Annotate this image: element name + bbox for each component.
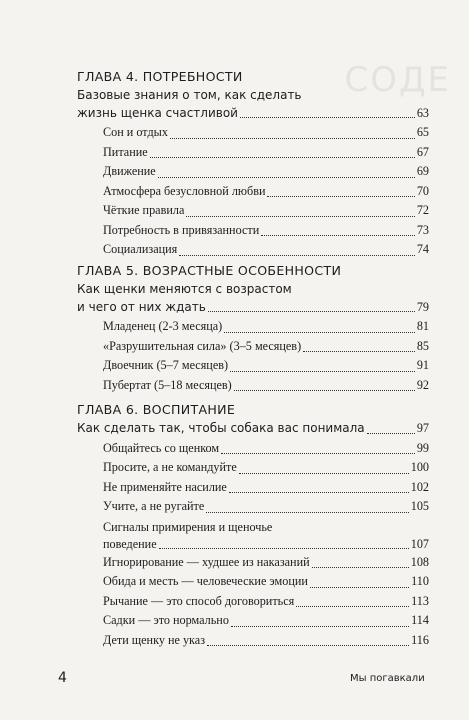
toc-entry	[77, 478, 429, 498]
dot-leader	[261, 235, 415, 236]
chapter-6	[77, 402, 429, 650]
chapter-subtitle-row	[77, 105, 429, 123]
dot-leader	[296, 606, 409, 607]
page-number: 63	[416, 105, 429, 120]
entry-label-row	[103, 536, 429, 553]
entry-label: Движение	[103, 164, 156, 178]
page-number: 97	[416, 421, 429, 435]
page-number: 99	[416, 440, 429, 455]
chapter-subtitle-row	[77, 420, 429, 438]
entry-label: Чёткие правила	[103, 203, 185, 217]
page-number: 70	[416, 183, 429, 198]
dot-leader	[159, 548, 409, 549]
entry-label: Не применяйте насилие	[103, 479, 227, 494]
chapter-subtitle-line: Базовые знания о том, как сделать	[77, 88, 302, 102]
chapter-subtitle-line: Как щенки меняются с возрастом	[77, 282, 292, 296]
toc-entry	[77, 356, 429, 376]
entry-label: Питание	[103, 144, 148, 159]
entry-label: Учите, а не ругайте	[103, 499, 205, 513]
entry-label: Атмосфера безусловной любви	[103, 183, 266, 198]
entry-label: Обида и месть — человеческие эмоции	[103, 574, 308, 588]
dot-leader	[224, 332, 415, 333]
page-number: 100	[410, 460, 429, 474]
toc-entry	[77, 240, 429, 260]
running-title: Мы погавкали	[350, 673, 425, 684]
toc-entry	[77, 162, 429, 182]
entry-label: Двоечник (5–7 месяцев)	[103, 358, 229, 372]
toc-entry	[77, 592, 429, 612]
page-number: 116	[411, 632, 429, 647]
page-number: 72	[416, 203, 429, 217]
page-number: 74	[416, 242, 429, 256]
dot-leader	[170, 138, 415, 139]
dot-leader	[208, 311, 415, 312]
dot-leader	[150, 157, 415, 158]
dot-leader	[231, 626, 409, 627]
chapter-title: ГЛАВА 5. ВОЗРАСТНЫЕ ОСОБЕННОСТИ	[77, 263, 342, 278]
bleed-through-heading: СОДЕ	[344, 60, 451, 100]
toc-entry	[77, 143, 429, 163]
entry-label: Сигналы примирения и щеночье	[103, 519, 273, 534]
dot-leader	[303, 351, 415, 352]
toc-entry	[77, 439, 429, 459]
page-number: 81	[416, 319, 429, 333]
entry-label: Сон и отдых	[103, 125, 168, 139]
dot-leader	[367, 433, 415, 434]
toc-entry	[77, 572, 429, 592]
dot-leader	[310, 587, 409, 588]
chapter-5	[77, 263, 429, 395]
page-number: 113	[411, 593, 429, 608]
toc-entry	[77, 317, 429, 337]
toc-entry	[77, 123, 429, 143]
toc-entry	[77, 631, 429, 651]
chapter-subtitle-row	[77, 299, 429, 317]
dot-leader	[239, 473, 409, 474]
dot-leader	[207, 645, 409, 646]
chapter-title: ГЛАВА 4. ПОТРЕБНОСТИ	[77, 69, 243, 84]
entry-label: Игнорирование — худшее из наказаний	[103, 554, 310, 569]
page-number: 69	[416, 164, 429, 178]
entry-label: Потребность в привязанности	[103, 222, 260, 237]
page-number: 67	[416, 144, 429, 159]
entry-label: Младенец (2-3 месяца)	[103, 319, 223, 333]
dot-leader	[230, 371, 415, 372]
page-number: 105	[410, 499, 429, 513]
entry-label: Общайтесь со щенком	[103, 440, 220, 455]
toc-entry	[77, 182, 429, 202]
toc-entry	[77, 611, 429, 631]
chapter-subtitle-line: Как сделать так, чтобы собака вас понимала	[77, 421, 365, 435]
entry-label: Просите, а не командуйте	[103, 460, 237, 474]
toc-entry-wrapped	[77, 517, 429, 553]
page-number: 110	[411, 574, 429, 588]
chapter-4	[77, 69, 429, 260]
page-number: 65	[416, 125, 429, 139]
dot-leader	[234, 390, 415, 391]
chapter-title: ГЛАВА 6. ВОСПИТАНИЕ	[77, 402, 236, 417]
toc-entry	[77, 458, 429, 478]
dot-leader	[240, 117, 415, 118]
dot-leader	[312, 567, 409, 568]
page-number: 102	[410, 479, 429, 494]
dot-leader	[221, 453, 415, 454]
entry-label: «Разрушительная сила» (3–5 месяцев)	[103, 338, 302, 353]
entry-label: Социализация	[103, 242, 178, 256]
chapter-subtitle-line: жизнь щенка счастливой	[77, 105, 238, 120]
dot-leader	[158, 177, 415, 178]
dot-leader	[229, 492, 409, 493]
dot-leader	[186, 216, 414, 217]
dot-leader	[179, 255, 415, 256]
entry-label: поведение	[103, 536, 157, 551]
dot-leader	[206, 512, 408, 513]
entry-label: Дети щенку не указ	[103, 632, 206, 647]
page-number: 114	[411, 613, 429, 627]
toc-entry	[77, 497, 429, 517]
entry-label: Садки — это нормально	[103, 613, 229, 627]
page-number: 107	[410, 536, 429, 551]
page-number: 73	[416, 222, 429, 237]
entry-label: Рычание — это способ договориться	[103, 593, 295, 608]
toc-entry	[77, 221, 429, 241]
toc-entry	[77, 553, 429, 573]
toc-entry	[77, 337, 429, 357]
toc-entry	[77, 201, 429, 221]
toc-entry	[77, 376, 429, 396]
page-number: 85	[416, 338, 429, 353]
page-number: 91	[416, 358, 429, 372]
page-number: 92	[416, 377, 429, 392]
entry-label: Пубертат (5–18 месяцев)	[103, 377, 232, 392]
chapter-subtitle-line: и чего от них ждать	[77, 299, 206, 314]
folio-number: 4	[58, 670, 67, 686]
page-number: 79	[416, 299, 429, 314]
page-number: 108	[410, 554, 429, 569]
dot-leader	[267, 196, 414, 197]
